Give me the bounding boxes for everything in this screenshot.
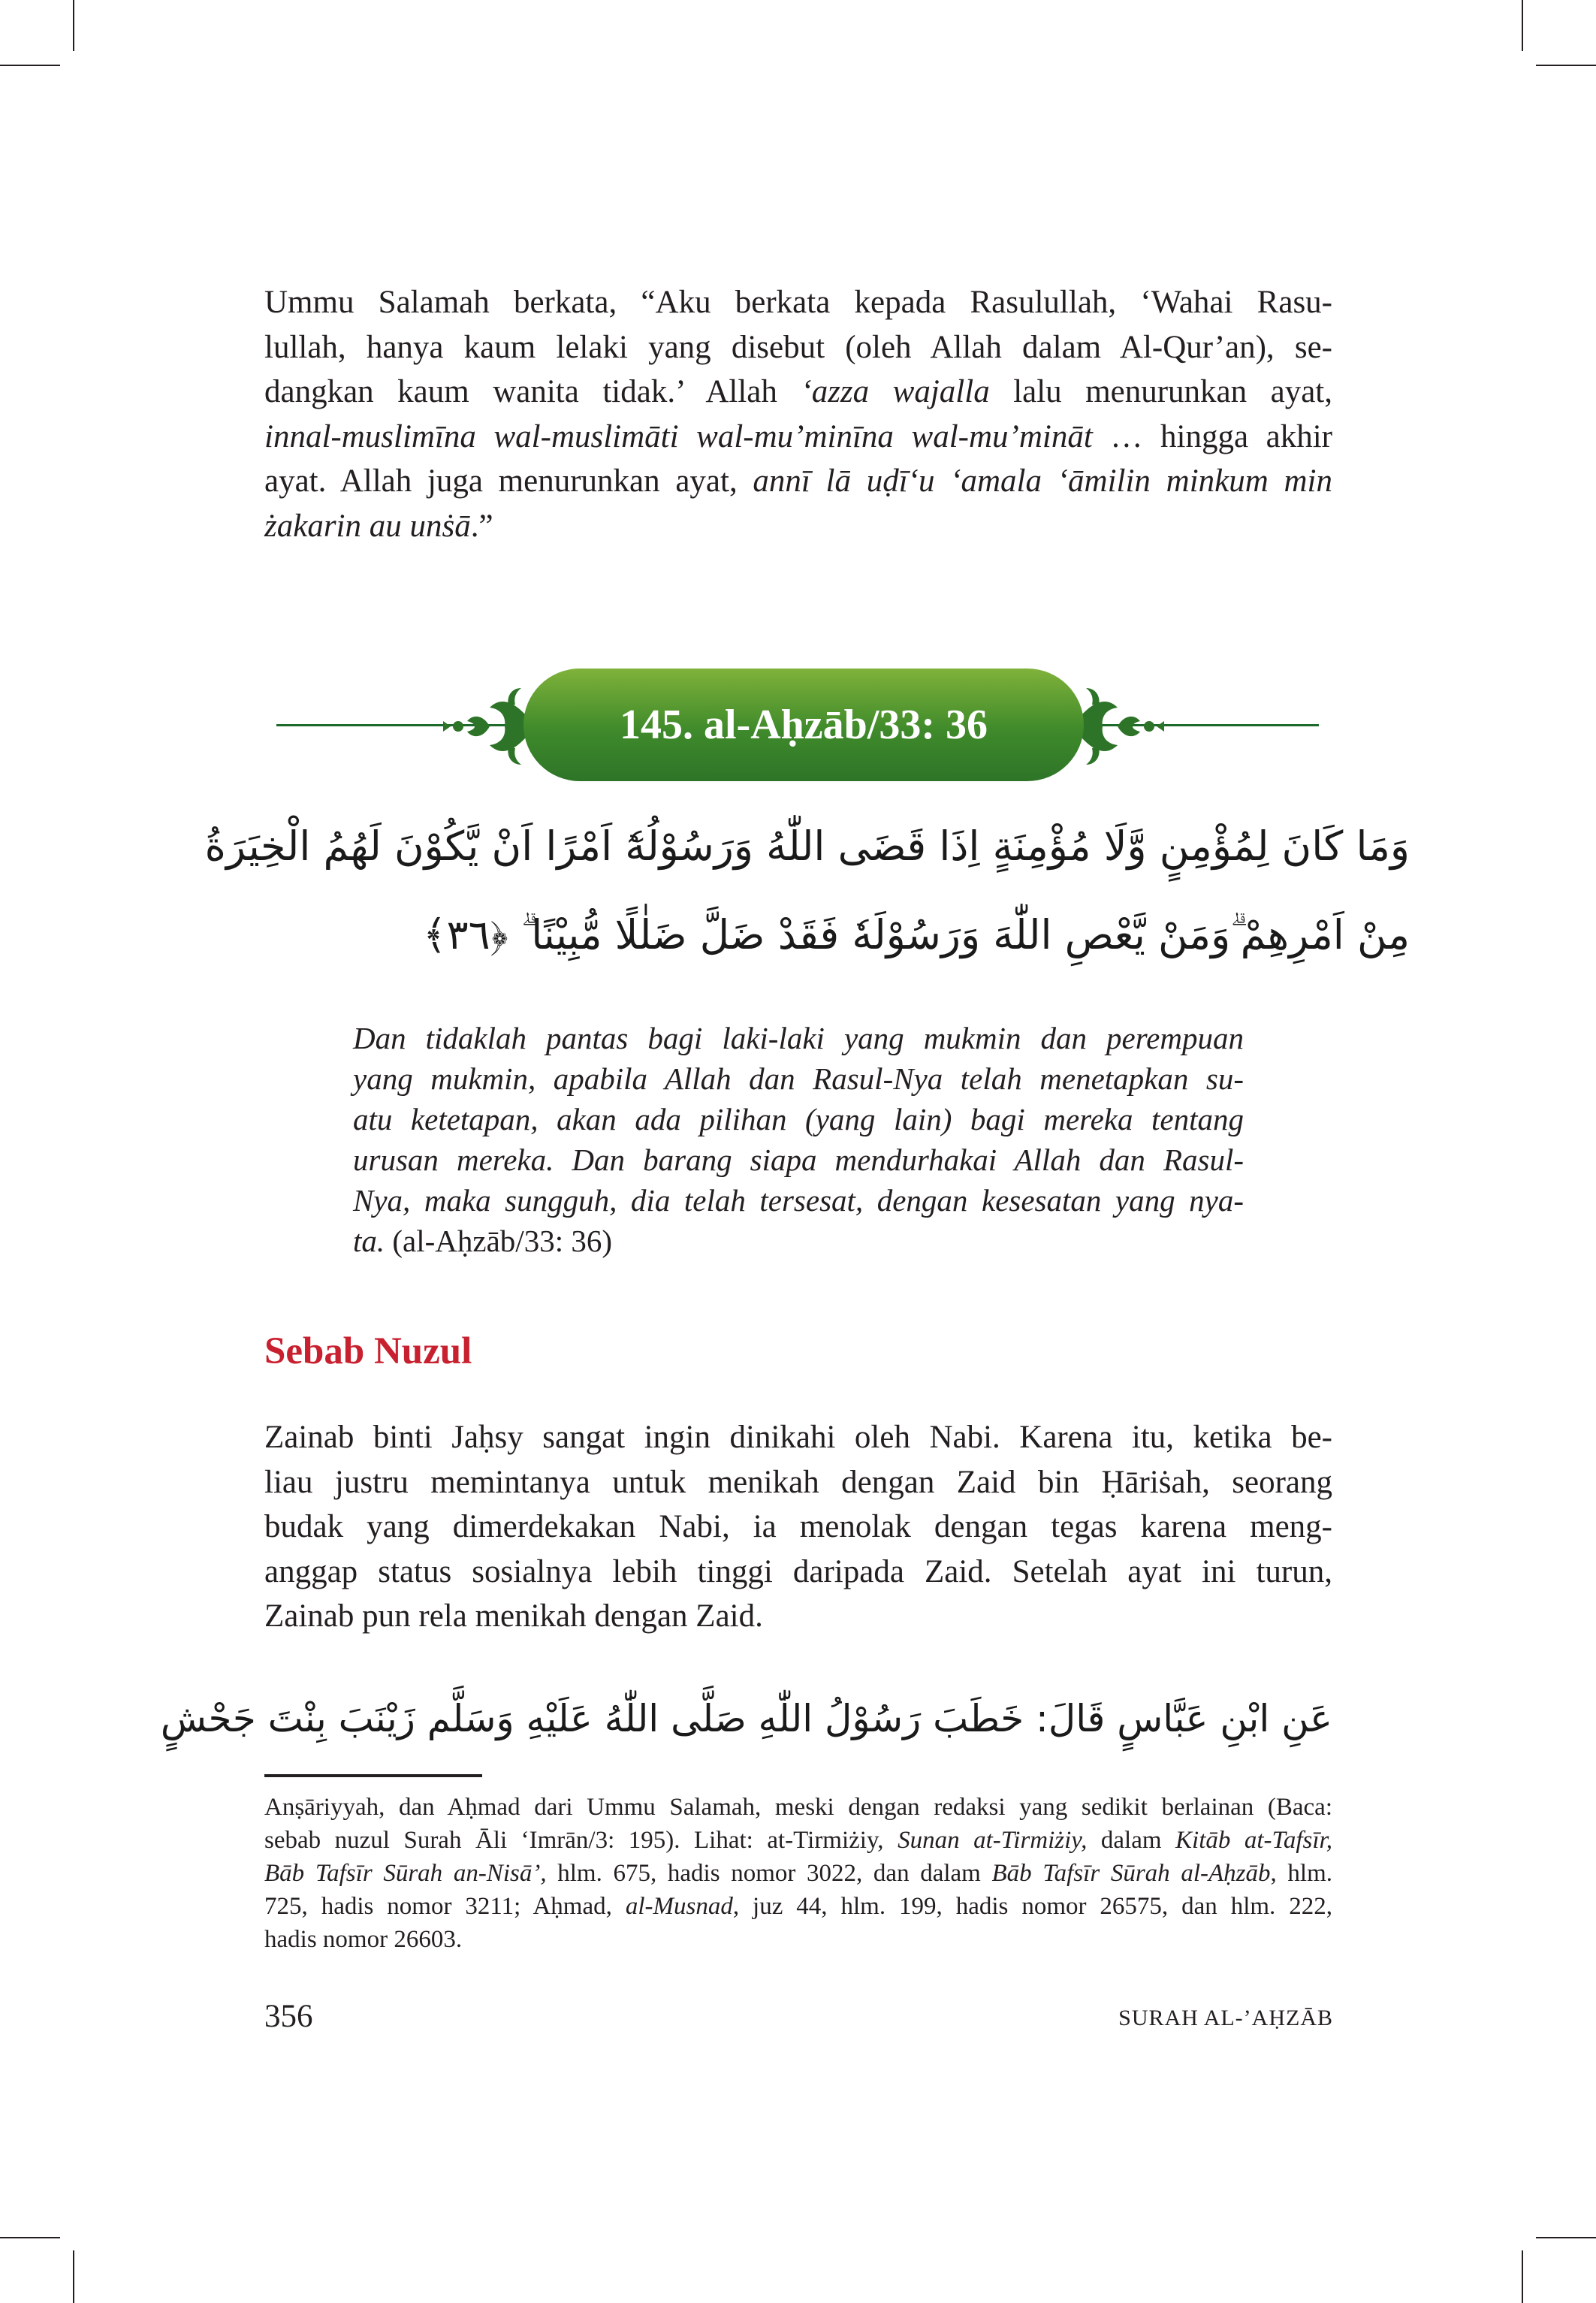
italic-text: Bāb Tafsīr Sūrah al-Aḥzāb bbox=[991, 1860, 1271, 1887]
italic-text: innal-muslimīna wal-muslimāti wal-mu’minīna wal-mu’mināt bbox=[264, 418, 1093, 454]
text-line bbox=[264, 504, 1332, 549]
crop-mark bbox=[0, 65, 60, 66]
verse-reference: (al-Aḥzāb/33: 36) bbox=[385, 1224, 612, 1258]
crop-mark bbox=[73, 2250, 74, 2303]
text-run: dalam bbox=[1087, 1827, 1176, 1854]
text-run: , hlm. bbox=[1270, 1860, 1332, 1887]
text-line bbox=[264, 459, 1332, 504]
text-run: lullah, hanya kaum lelaki yang disebut (oleh Allah dalam Al-Qur’an), se- bbox=[264, 329, 1332, 365]
text-line bbox=[264, 370, 1332, 415]
text-run: Anṣāriyyah, dan Aḥmad dari Ummu Salamah, meski dengan redaksi yang sedikit berlainan (Baca: bbox=[264, 1794, 1332, 1821]
text-run: lalu menurunkan ayat, bbox=[989, 374, 1333, 409]
text-line: ta. (al-Aḥzāb/33: 36) bbox=[353, 1224, 612, 1258]
arabic-verse-line: وَمَا كَانَ لِمُؤْمِنٍ وَّلَا مُؤْمِنَةٍ اِذَا قَضَى اللّٰهُ وَرَسُوْلُهٗٓ اَمْرًا اَنْ يَّكُوْنَ لَهُمُ الْخِيَرَةُ bbox=[204, 822, 1410, 870]
intro-paragraph bbox=[264, 280, 1332, 548]
text-run: sebab nuzul Surah Āli ‘Imrān/3: 195). Lihat: at-Tirmiżiy, bbox=[264, 1827, 898, 1854]
italic-text: Sunan at-Tirmiżiy, bbox=[898, 1827, 1088, 1854]
ornament-left-icon bbox=[437, 685, 535, 768]
sebab-nuzul-paragraph bbox=[264, 1415, 1332, 1639]
crop-mark bbox=[1522, 0, 1523, 51]
text-line bbox=[264, 1890, 1332, 1923]
text-line bbox=[264, 415, 1332, 460]
text-line: Zainab binti Jaḥsy sangat ingin dinikahi oleh Nabi. Karena itu, ketika be- bbox=[264, 1420, 1332, 1455]
text-line bbox=[264, 1824, 1332, 1857]
text-run: hlm. 675, hadis nomor 3022, dan dalam bbox=[546, 1860, 992, 1887]
crop-mark bbox=[0, 2237, 60, 2238]
text-run: ayat. Allah juga menurunkan ayat, bbox=[264, 463, 753, 499]
hadith-arabic: عَنِ ابْنِ عَبَّاسٍ قَالَ: خَطَبَ رَسُوْلُ اللّٰهِ صَلَّى اللّٰهُ عَلَيْهِ وَسَلَّم زَيْنَبَ بِنْتَ جَحْشٍ bbox=[160, 1697, 1332, 1740]
arabic-verse-line: مِنْ اَمْرِهِمْ ۗوَمَنْ يَّعْصِ اللّٰهَ وَرَسُوْلَهٗ فَقَدْ ضَلَّ ضَلٰلًا مُّبِيْنًا ۗ ﴿٣٦﴾ bbox=[423, 911, 1410, 958]
text-line: Dan tidaklah pantas bagi laki-laki yang mukmin dan perempuan bbox=[353, 1021, 1244, 1055]
text-line bbox=[264, 325, 1332, 370]
text-line: atu ketetapan, akan ada pilihan (yang lain) bagi mereka tentang bbox=[353, 1102, 1244, 1136]
crop-mark bbox=[1536, 2237, 1596, 2238]
text-run: 725, hadis nomor 3211; Aḥmad, bbox=[264, 1893, 626, 1920]
text-run: .” bbox=[470, 508, 493, 544]
italic-text: żakarin au unṡā bbox=[264, 508, 471, 544]
text-line: liau justru memintanya untuk menikah dengan Zaid bin Ḥāriṡah, seorang bbox=[264, 1464, 1332, 1500]
italic-text: Kitāb at-Tafsīr, bbox=[1175, 1827, 1332, 1854]
text-run: … hingga akhir bbox=[1092, 418, 1333, 454]
text-line bbox=[264, 1923, 1332, 1956]
text-line: anggap status sosialnya lebih tinggi daripada Zaid. Setelah ayat ini turun, bbox=[264, 1553, 1332, 1589]
text-line: urusan mereka. Dan barang siapa mendurhakai Allah dan Rasul- bbox=[353, 1142, 1244, 1177]
ornament-right-icon bbox=[1073, 685, 1170, 768]
running-footer: SURAH AL-’AḤZĀB bbox=[1118, 2006, 1333, 2030]
footnote-rule bbox=[264, 1774, 482, 1777]
text-run: , juz 44, hlm. 199, hadis nomor 26575, dan hlm. 222, bbox=[732, 1893, 1332, 1920]
crop-mark bbox=[1536, 65, 1596, 66]
verse-banner bbox=[523, 669, 1084, 781]
text-run: dangkan kaum wanita tidak.’ Allah bbox=[264, 374, 801, 409]
crop-mark bbox=[73, 0, 74, 51]
text-line bbox=[264, 280, 1332, 325]
footnote bbox=[264, 1791, 1332, 1956]
italic-text: Bāb Tafsīr Sūrah an-Nisā’, bbox=[264, 1860, 547, 1887]
text-run: Ummu Salamah berkata, “Aku berkata kepada Rasulullah, ‘Wahai Rasu- bbox=[264, 285, 1332, 320]
italic-text: annī lā uḍī‘u ‘amala ‘āmilin minkum min bbox=[753, 463, 1332, 499]
text-line: yang mukmin, apabila Allah dan Rasul-Nya telah menetapkan su- bbox=[353, 1061, 1244, 1096]
text-line: Zainab pun rela menikah dengan Zaid. bbox=[264, 1598, 763, 1634]
crop-mark bbox=[1522, 2250, 1523, 2303]
page-number: 356 bbox=[264, 1999, 313, 2034]
text-line bbox=[264, 1857, 1332, 1890]
italic-text: al-Musnad bbox=[625, 1893, 733, 1920]
verse-translation bbox=[353, 1018, 1244, 1261]
verse-banner-title: 145. al-Aḥzāb/33: 36 bbox=[620, 702, 988, 748]
text-line: budak yang dimerdekakan Nabi, ia menolak dengan tegas karena meng- bbox=[264, 1509, 1332, 1544]
text-run: hadis nomor 26603. bbox=[264, 1926, 463, 1953]
italic-text: ‘azza wajalla bbox=[801, 374, 990, 409]
section-heading: Sebab Nuzul bbox=[264, 1330, 472, 1372]
text-line: Nya, maka sungguh, dia telah tersesat, dengan kesesatan yang nya- bbox=[353, 1183, 1244, 1218]
text-line bbox=[264, 1791, 1332, 1824]
